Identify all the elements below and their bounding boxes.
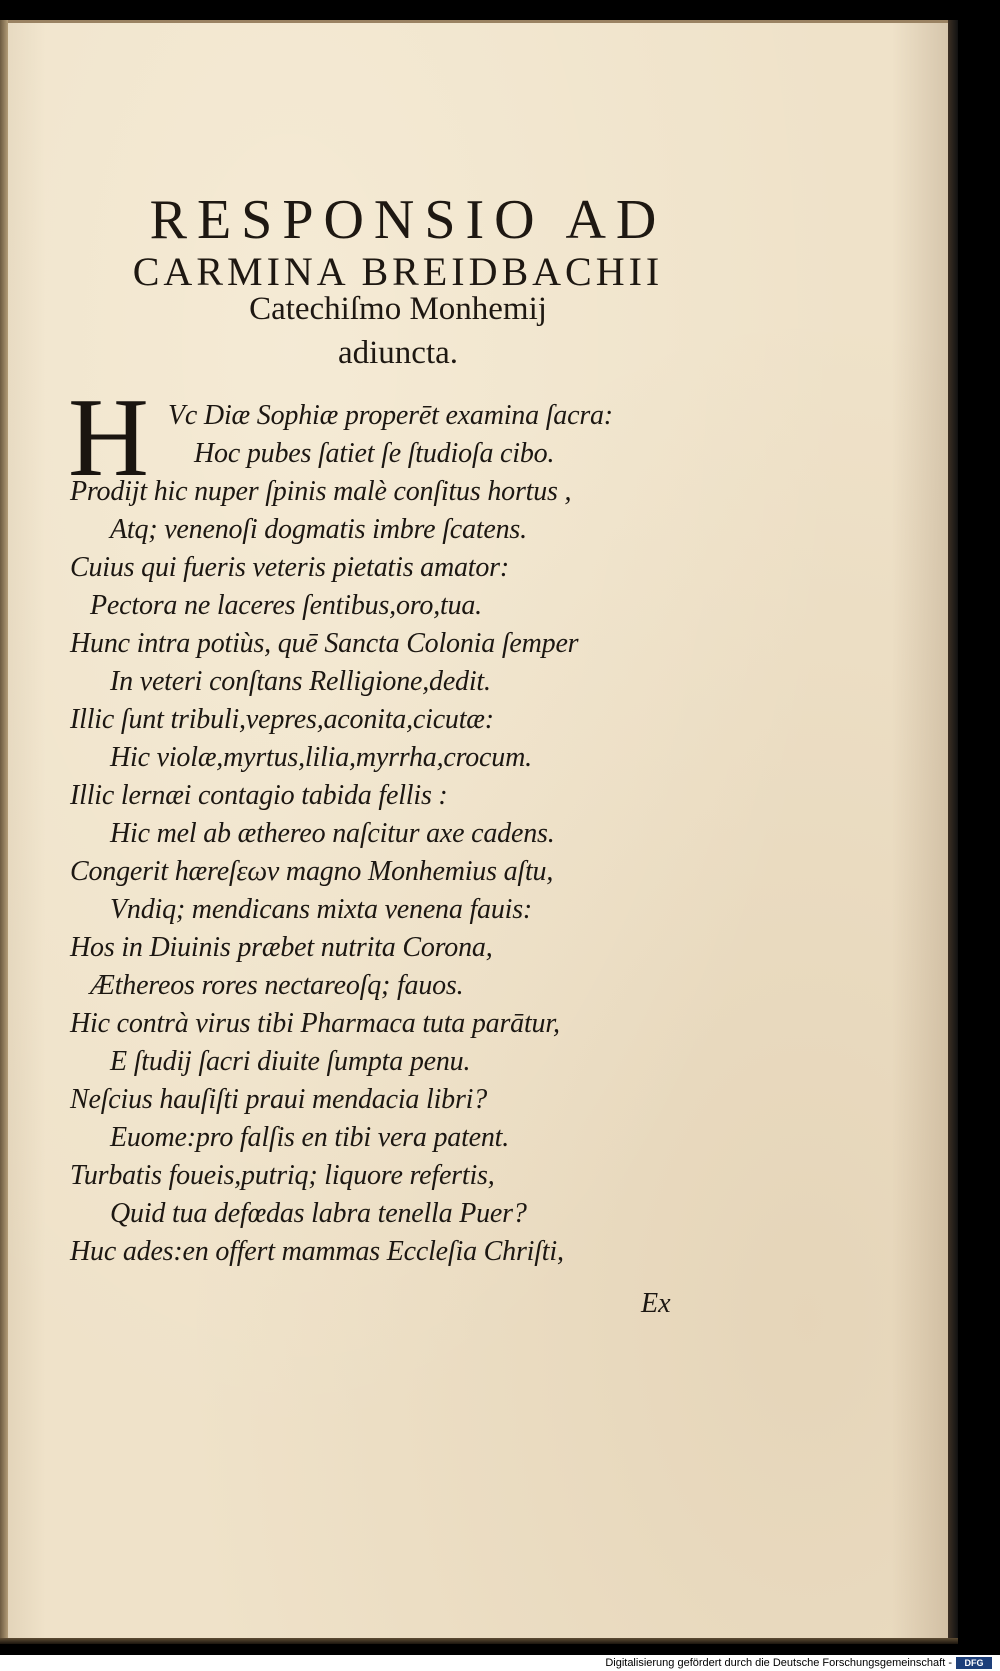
poem-line-9: Illic ſunt tribuli,vepres,aconita,cicutæ: (70, 704, 494, 735)
footer-credit-text: Digitalisierung gefördert durch die Deutsche Forschungsgemeinschaft - (605, 1657, 952, 1669)
poem-line-7: Hunc intra potiùs, quē Sancta Colonia ſemper (70, 628, 579, 659)
poem-line-16: Æthereos rores nectareoſq; fauos. (90, 970, 464, 1001)
digitization-footer (0, 1655, 1000, 1671)
poem-line-3: Prodijt hic nuper ſpinis malè conſitus hortus , (70, 476, 572, 507)
poem-line-11: Illic lernæi contagio tabida fellis : (70, 780, 448, 811)
poem-line-15: Hos in Diuinis præbet nutrita Corona, (70, 932, 493, 963)
poem-line-6: Pectora ne laceres ſentibus,oro,tua. (90, 590, 482, 621)
title-line-1: RESPONSIO AD (149, 189, 667, 251)
poem-line-12: Hic mel ab æthereo naſcitur axe cadens. (110, 818, 555, 849)
title-line-3: Catechiſmo Monhemij (249, 291, 547, 327)
title-line-4: adiuncta. (337, 335, 459, 371)
poem-line-18: E ſtudij ſacri diuite ſumpta penu. (110, 1046, 471, 1077)
poem-line-1: Vc Diæ Sophiæ properēt examina ſacra: (168, 400, 613, 431)
poem-line-14: Vndiq; mendicans mixta venena fauis: (110, 894, 533, 925)
poem-line-2: Hoc pubes ſatiet ſe ſtudioſa cibo. (194, 438, 555, 469)
dfg-logo: DFG (956, 1657, 992, 1669)
poem-line-5: Cuius qui fueris veteris pietatis amator: (70, 552, 510, 583)
book-spine-edge (0, 20, 8, 1638)
poem-line-10: Hic violæ,myrtus,lilia,myrrha,crocum. (110, 742, 532, 773)
book-page (8, 20, 948, 1641)
poem-line-22: Quid tua defœdas labra tenella Puer? (110, 1198, 527, 1229)
page-bottom-edge (0, 1638, 958, 1644)
page-right-edge (948, 20, 958, 1638)
poem-line-13: Congerit hæreſεων magno Monhemius aſtu, (70, 856, 554, 887)
poem-line-23: Huc ades:en offert mammas Eccleſia Chriſti, (70, 1236, 564, 1267)
drop-capital: H (68, 376, 149, 500)
poem-line-21: Turbatis foueis,putriq; liquore refertis, (70, 1160, 495, 1191)
poem-line-4: Atq; venenoſi dogmatis imbre ſcatens. (110, 514, 527, 545)
poem-line-8: In veteri conſtans Relligione,dedit. (110, 666, 491, 697)
poem-line-19: Neſcius hauſiſti praui mendacia libri? (70, 1084, 488, 1115)
poem-line-17: Hic contrà virus tibi Pharmaca tuta parātur, (70, 1008, 560, 1039)
title-line-2: CARMINA BREIDBACHII (132, 249, 664, 294)
poem-line-20: Euome:pro falſis en tibi vera patent. (110, 1122, 510, 1153)
catchword: Ex (641, 1288, 671, 1319)
